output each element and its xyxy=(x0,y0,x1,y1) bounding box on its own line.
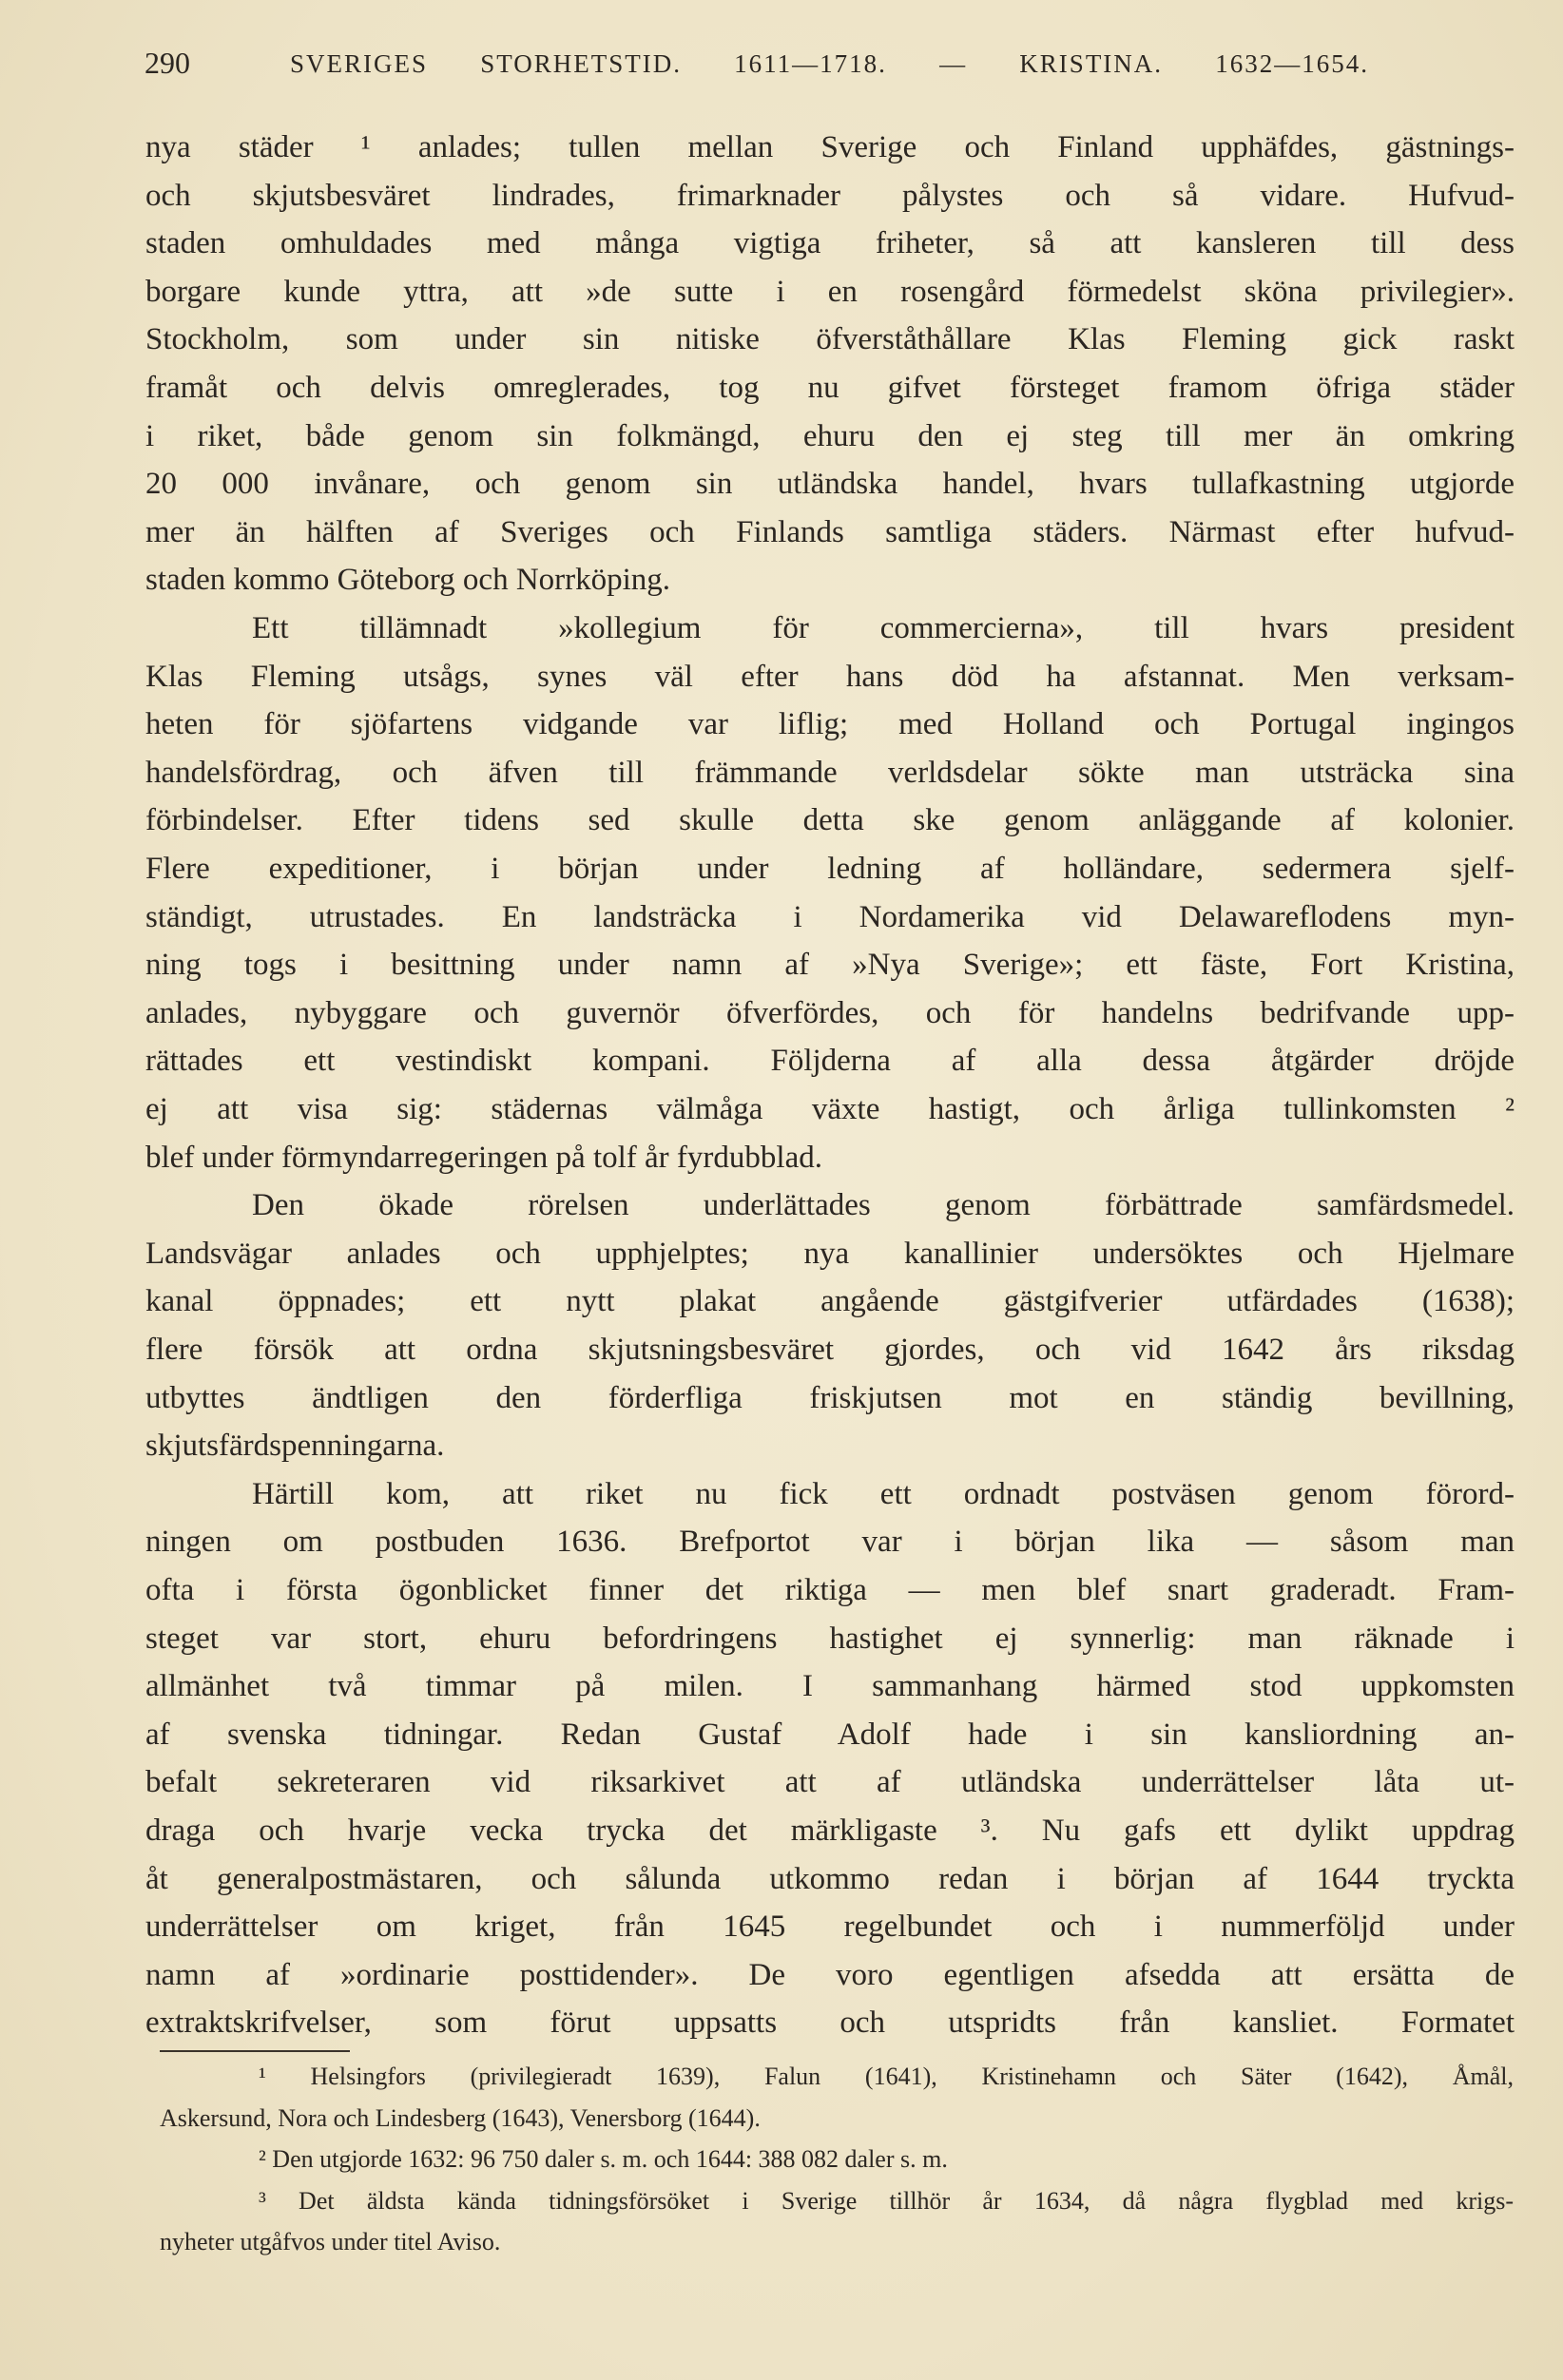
text-line: extraktskrifvelser, som förut uppsatts och utspridts från kansliet. Formatet xyxy=(145,2006,1515,2041)
footnote-rule xyxy=(160,2050,350,2052)
text-line: Klas Fleming utsågs, synes väl efter hans död ha afstannat. Men verksam- xyxy=(145,659,1515,694)
text-line: allmänhet två timmar på milen. I sammanhang härmed stod uppkomsten xyxy=(145,1669,1515,1704)
footnote-line: ¹ Helsingfors (privilegieradt 1639), Falun (1641), Kristinehamn och Säter (1642), Åmål, xyxy=(259,2063,1514,2090)
text-line: och skjutsbesväret lindrades, frimarknader pålystes och så vidare. Hufvud- xyxy=(145,178,1515,213)
running-head: SVERIGES STORHETSTID. 1611—1718. — KRISTINA. 1632—1654. xyxy=(290,49,1369,78)
text-line: ningen om postbuden 1636. Brefportot var i början lika — såsom man xyxy=(145,1525,1515,1560)
footnote-line: ² Den utgjorde 1632: 96 750 daler s. m. och 1644: 388 082 daler s. m. xyxy=(259,2145,948,2173)
text-line: Härtill kom, att riket nu fick ett ordnadt postväsen genom förord- xyxy=(252,1476,1515,1511)
text-line: underrättelser om kriget, från 1645 regelbundet och i nummerföljd under xyxy=(145,1910,1515,1945)
text-line: namn af »ordinarie posttidender». De voro egentligen afsedda att ersätta de xyxy=(145,1957,1515,1992)
text-line: ständigt, utrustades. En landsträcka i Nordamerika vid Delawareflodens myn- xyxy=(145,899,1515,934)
text-line: framåt och delvis omreglerades, tog nu gifvet försteget framom öfriga städer xyxy=(145,371,1515,405)
text-line: nya städer ¹ anlades; tullen mellan Sverige och Finland upphäfdes, gästnings- xyxy=(145,130,1515,164)
footnote-line: Askersund, Nora och Lindesberg (1643), Venersborg (1644). xyxy=(160,2103,761,2132)
text-line: 20 000 invånare, och genom sin utländska handel, hvars tullafkastning utgjorde xyxy=(145,467,1515,502)
text-line: Den ökade rörelsen underlättades genom förbättrade samfärdsmedel. xyxy=(252,1188,1515,1223)
text-line: ning togs i besittning under namn af »Nya Sverige»; ett fäste, Fort Kristina, xyxy=(145,948,1515,983)
text-line: borgare kunde yttra, att »de sutte i en rosengård förmedelst sköna privilegier». xyxy=(145,274,1515,309)
text-line: Landsvägar anlades och upphjelptes; nya kanallinier undersöktes och Hjelmare xyxy=(145,1236,1515,1271)
text-line: Ett tillämnadt »kollegium för commercierna», till hvars president xyxy=(252,611,1515,645)
text-line: draga och hvarje vecka trycka det märkligaste ³. Nu gafs ett dylikt uppdrag xyxy=(145,1814,1515,1848)
text-line: mer än hälften af Sveriges och Finlands samtliga städers. Närmast efter hufvud- xyxy=(145,514,1515,549)
text-line: heten för sjöfartens vidgande var liflig; med Holland och Portugal ingingos xyxy=(145,707,1515,742)
text-line: rättades ett vestindiskt kompani. Följderna af alla dessa åtgärder dröjde xyxy=(145,1044,1515,1079)
text-line: steget var stort, ehuru befordringens hastighet ej synnerlig: man räknade i xyxy=(145,1621,1515,1656)
text-line: staden omhuldades med många vigtiga friheter, så att kansleren till dess xyxy=(145,226,1515,261)
footnote-line: ³ Det äldsta kända tidningsförsöket i Sverige tillhör år 1634, då några flygblad med krigs- xyxy=(259,2186,1514,2215)
footnote-line: nyheter utgåfvos under titel Aviso. xyxy=(160,2228,501,2255)
text-line: handelsfördrag, och äfven till främmande verldsdelar sökte man utsträcka sina xyxy=(145,755,1515,790)
text-line: skjutsfärdspenningarna. xyxy=(145,1429,445,1464)
text-line: Stockholm, som under sin nitiske öfverståthållare Klas Fleming gick raskt xyxy=(145,322,1515,357)
text-line: befalt sekreteraren vid riksarkivet att af utländska underrättelser låta ut- xyxy=(145,1765,1515,1800)
text-line: Flere expeditioner, i början under ledning af holländare, sedermera sjelf- xyxy=(145,852,1515,886)
text-line: kanal öppnades; ett nytt plakat angående gästgifverier utfärdades (1638); xyxy=(145,1284,1515,1319)
text-line: af svenska tidningar. Redan Gustaf Adolf hade i sin kansliordning an- xyxy=(145,1717,1515,1752)
text-line: staden kommo Göteborg och Norrköping. xyxy=(145,563,671,598)
text-line: flere försök att ordna skjutsningsbesväret gjordes, och vid 1642 års riksdag xyxy=(145,1333,1515,1367)
text-line: blef under förmyndarregeringen på tolf år fyrdubblad. xyxy=(145,1140,822,1175)
text-line: i riket, både genom sin folkmängd, ehuru den ej steg till mer än omkring xyxy=(145,418,1515,453)
page-number: 290 xyxy=(145,46,190,80)
text-line: åt generalpostmästaren, och sålunda utkommo redan i början af 1644 tryckta xyxy=(145,1861,1515,1896)
text-line: anlades, nybyggare och guvernör öfverfördes, och för handelns bedrifvande upp- xyxy=(145,995,1515,1030)
text-line: ofta i första ögonblicket finner det riktiga — men blef snart graderadt. Fram- xyxy=(145,1573,1515,1607)
text-line: förbindelser. Efter tidens sed skulle detta ske genom anläggande af kolonier. xyxy=(145,803,1515,838)
text-line: utbyttes ändtligen den förderfliga friskjutsen mot en ständig bevillning, xyxy=(145,1380,1515,1415)
text-line: ej att visa sig: städernas välmåga växte hastigt, och årliga tullinkomsten ² xyxy=(145,1092,1515,1126)
